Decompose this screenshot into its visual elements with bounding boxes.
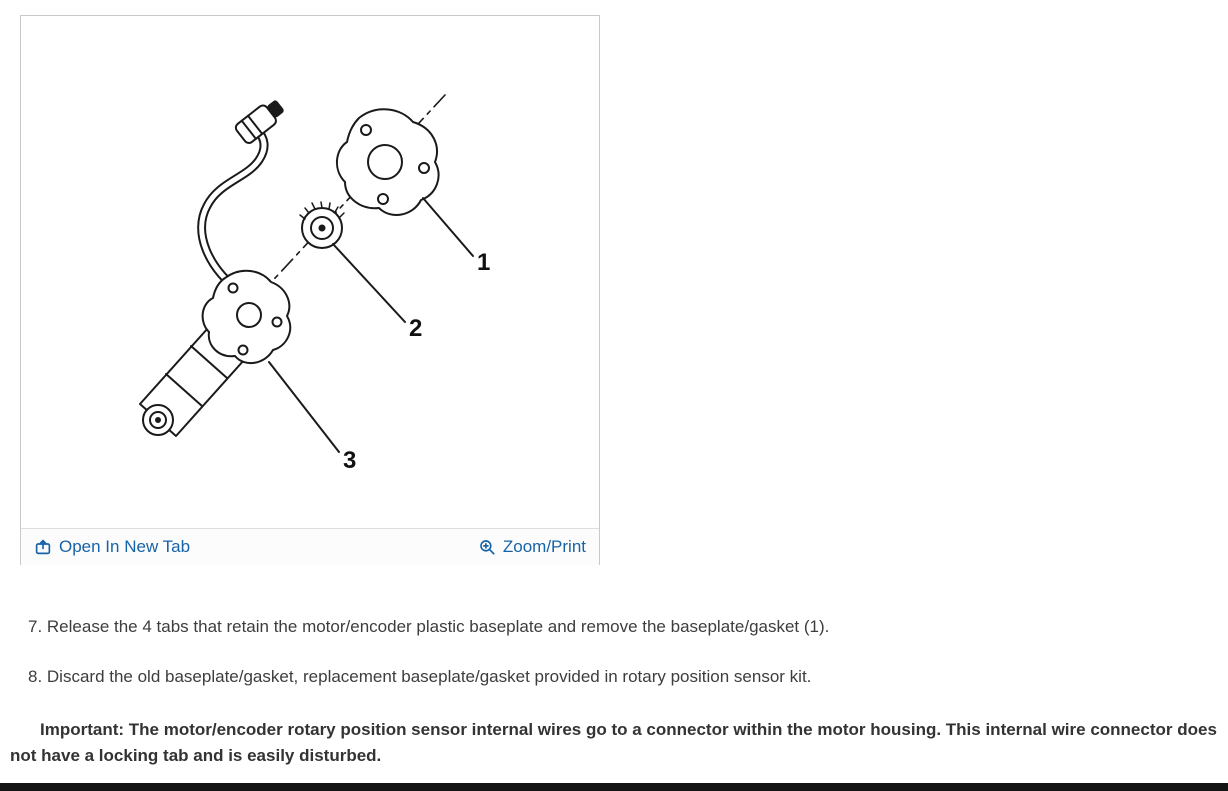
part-2-seal bbox=[300, 202, 344, 248]
part-3-motor-encoder bbox=[140, 96, 290, 436]
bottom-bar bbox=[0, 783, 1228, 791]
leader-line-3 bbox=[269, 362, 339, 452]
motor-cable bbox=[202, 130, 264, 294]
step-7-text: 7. Release the 4 tabs that retain the motor/encoder plastic baseplate and remove the baseplate/gasket (1). bbox=[28, 617, 830, 636]
figure-panel bbox=[20, 15, 600, 565]
zoom-print-link[interactable] bbox=[478, 537, 586, 557]
motor-encoder-diagram bbox=[21, 16, 599, 528]
important-note: Important: The motor/encoder rotary position sensor internal wires go to a connector within the motor housing. This internal wire connector does not have a locking tab and is easily disturbed. bbox=[10, 720, 1217, 765]
zoom-print-label: Zoom/Print bbox=[502, 537, 586, 556]
callout-3: 3 bbox=[343, 447, 357, 474]
instructions-section bbox=[0, 617, 1228, 769]
callout-2: 2 bbox=[409, 315, 423, 342]
callout-1: 1 bbox=[477, 249, 491, 276]
open-in-new-tab-icon bbox=[34, 538, 52, 556]
leader-line-2 bbox=[333, 244, 405, 322]
open-in-new-tab-label: Open In New Tab bbox=[59, 537, 191, 556]
open-in-new-tab-link[interactable] bbox=[34, 537, 190, 557]
step-8-text: 8. Discard the old baseplate/gasket, replacement baseplate/gasket provided in rotary position sensor kit. bbox=[28, 667, 812, 686]
leader-line-1 bbox=[423, 198, 473, 256]
diagram-canvas bbox=[21, 16, 599, 528]
figure-footer bbox=[21, 528, 599, 565]
zoom-plus-icon bbox=[478, 538, 496, 556]
